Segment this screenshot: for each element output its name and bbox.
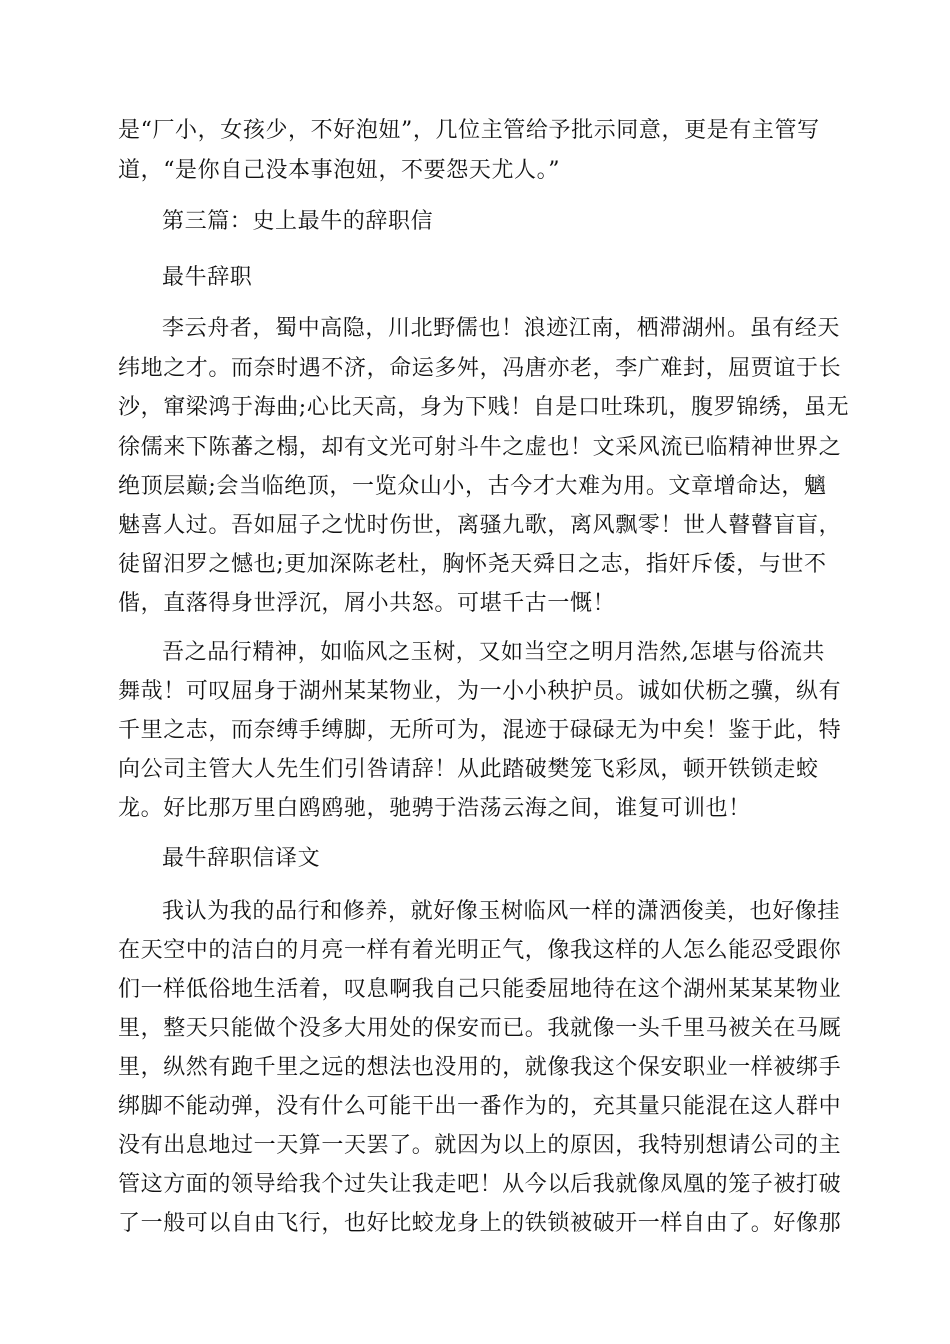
paragraph-line: 纬地之才。而奈时遇不济，命运多舛，冯唐亦老，李广难封，屈贾谊于长 <box>118 356 842 381</box>
paragraph-line: 向公司主管大人先生们引咎请辞！从此踏破樊笼飞彩凤，顿开铁锁走蛟 <box>118 757 819 782</box>
paragraph-line: 绝顶层巅;会当临绝顶，一览众山小，古今才大难为用。文章增命达，魑 <box>118 474 827 499</box>
subheading: 最牛辞职信译文 <box>162 846 321 871</box>
paragraph-line: 吾之品行精神，如临风之玉树，又如当空之明月浩然,怎堪与俗流共 <box>162 640 825 665</box>
paragraph-line: 徒留汨罗之憾也;更加深陈老杜，胸怀尧天舜日之志，指奸斥倭，与世不 <box>118 552 827 577</box>
paragraph-line: 里，整天只能做个没多大用处的保安而已。我就像一头千里马被关在马厩 <box>118 1016 842 1041</box>
paragraph-line: 偕，直落得身世浮沉，屑小共怒。可堪千古一慨！ <box>118 591 616 616</box>
paragraph-line: 是“厂小，女孩少，不好泡妞”，几位主管给予批示同意，更是有主管写 <box>118 118 820 143</box>
subheading: 最牛辞职 <box>162 265 253 290</box>
paragraph-line: 龙。好比那万里白鸥鸥驰，驰骋于浩荡云海之间，谁复可训也！ <box>118 796 751 821</box>
paragraph-line: 了一般可以自由飞行，也好比蛟龙身上的铁锁被破开一样自由了。好像那 <box>118 1211 842 1236</box>
paragraph-line: 道，“是你自己没本事泡妞，不要怨天尤人。” <box>118 158 561 183</box>
paragraph-line: 在天空中的洁白的月亮一样有着光明正气，像我这样的人怎么能忍受跟你 <box>118 938 842 963</box>
paragraph-line: 李云舟者，蜀中高隐，川北野儒也！浪迹江南，栖滞湖州。虽有经天 <box>162 316 841 341</box>
paragraph-line: 没有出息地过一天算一天罢了。就因为以上的原因，我特别想请公司的主 <box>118 1133 842 1158</box>
paragraph-line: 绑脚不能动弹，没有什么可能干出一番作为的，充其量只能混在这人群中 <box>118 1094 842 1119</box>
paragraph-line: 舞哉！可叹屈身于湖州某某物业，为一小小秧护员。诚如伏枥之骥，纵有 <box>118 679 842 704</box>
paragraph-line: 们一样低俗地生活着，叹息啊我自己只能委屈地待在这个湖州某某某物业 <box>118 977 842 1002</box>
paragraph-line: 千里之志，而奈缚手缚脚，无所可为，混迹于碌碌无为中矣！鉴于此，特 <box>118 718 842 743</box>
paragraph-line: 我认为我的品行和修养，就好像玉树临风一样的潇洒俊美，也好像挂 <box>162 899 841 924</box>
section-heading: 第三篇：史上最牛的辞职信 <box>162 209 434 234</box>
paragraph-line: 沙，窜梁鸿于海曲;心比天高，身为下贱！自是口吐珠玑，腹罗锦绣，虽无 <box>118 395 850 420</box>
paragraph-line: 魅喜人过。吾如屈子之忧时伤世，离骚九歌，离风飘零！世人瞽瞽盲盲， <box>118 513 842 538</box>
paragraph-line: 徐儒来下陈蕃之榻，却有文光可射斗牛之虚也！文采风流已临精神世界之 <box>118 435 842 460</box>
paragraph-line: 里，纵然有跑千里之远的想法也没用的，就像我这个保安职业一样被绑手 <box>118 1055 842 1080</box>
paragraph-line: 管这方面的领导给我个过失让我走吧！从今以后我就像凤凰的笼子被打破 <box>118 1172 842 1197</box>
